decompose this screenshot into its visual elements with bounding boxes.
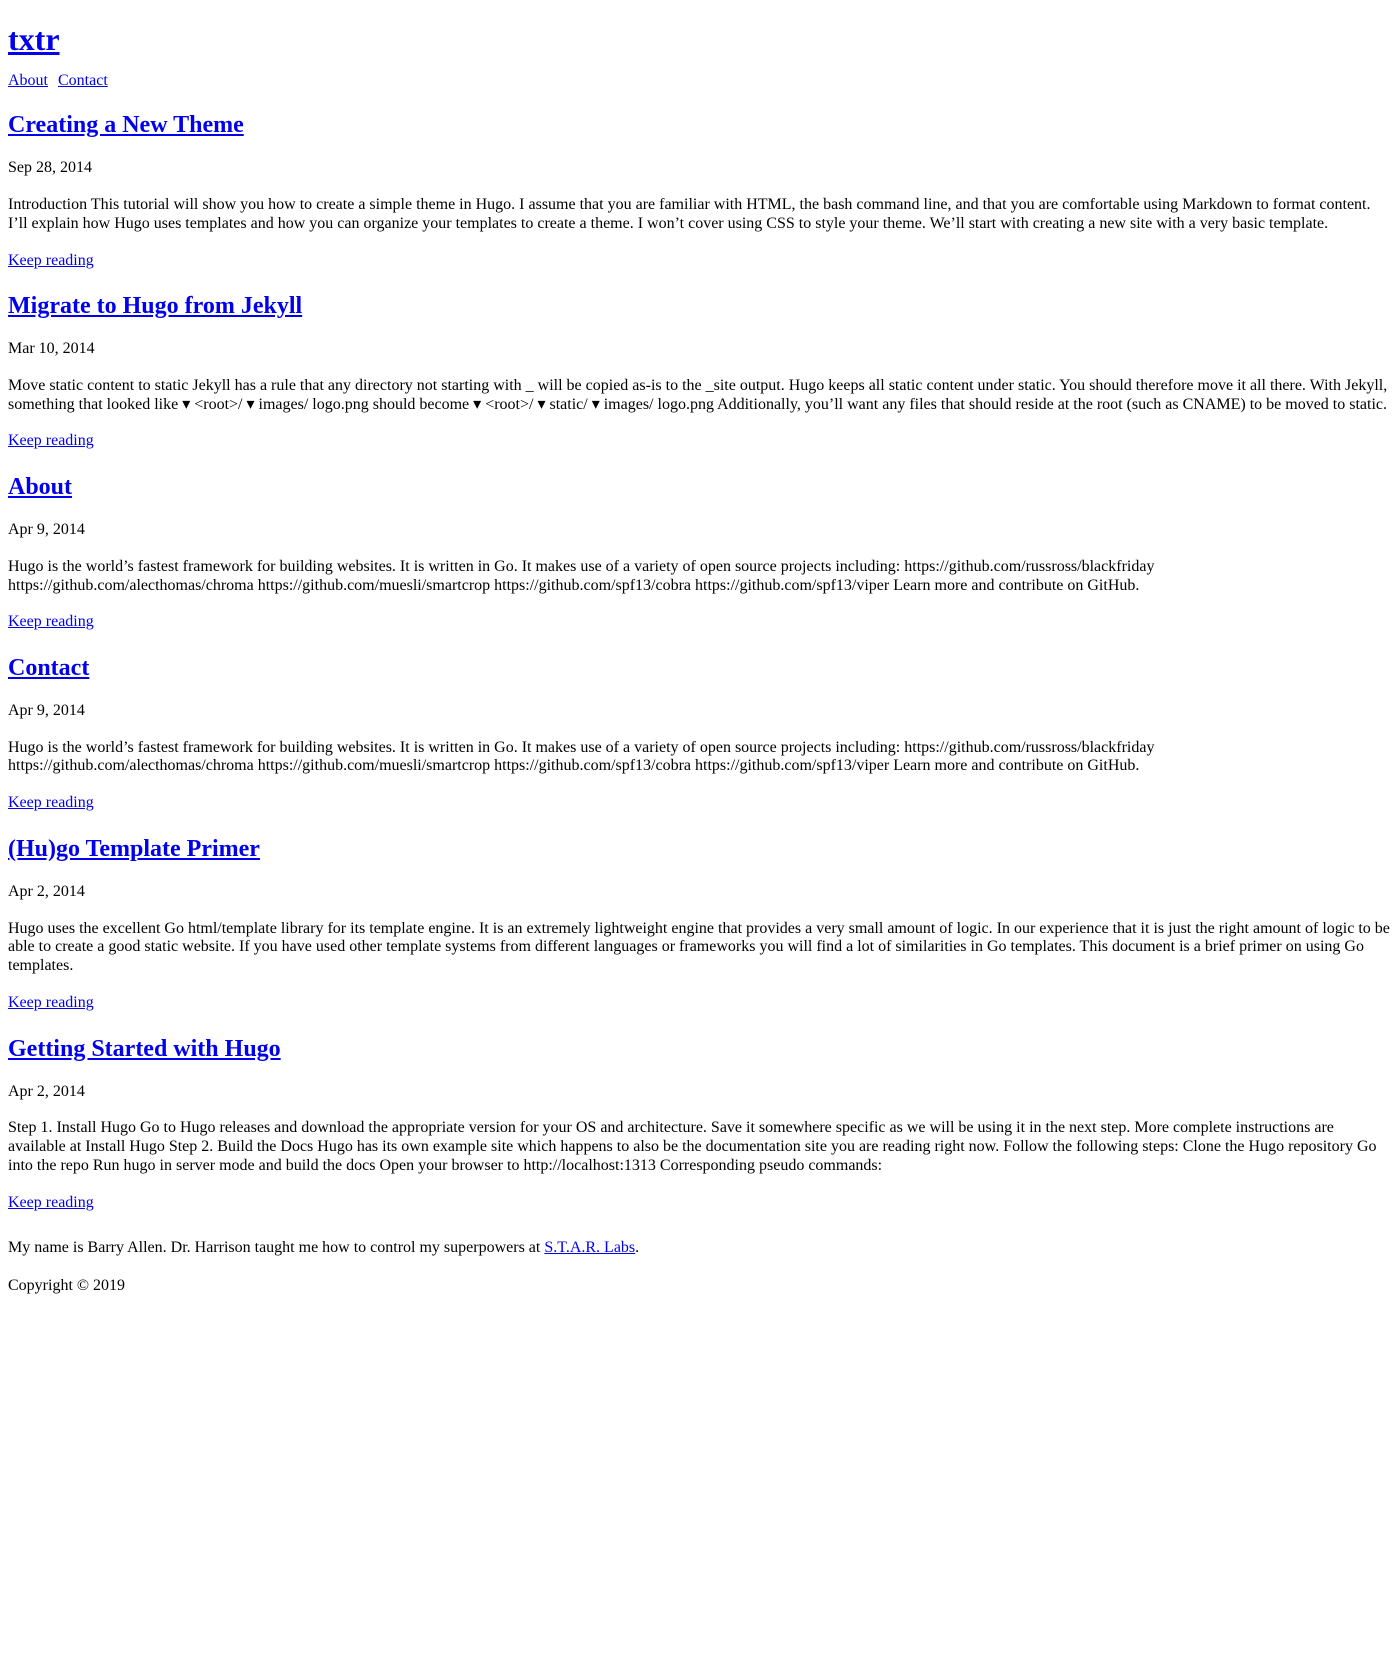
post-summary: Step 1. Install Hugo Go to Hugo releases and download the appropriate version for your OS and architecture. Save it somewhere specific as we will be using it in the next step. More complete instructions are available at Install Hugo Step 2. Build the Docs Hugo has its own example site which happens to also be the documentation site you are reading right now. Follow the following steps: Clone the Hugo repository Go into the repo Run hugo in server mode and build the docs Open your browser to http://localhost:1313 Corresponding pseudo commands: xyxy=(8,1119,1377,1175)
site-title xyxy=(8,22,1392,57)
footer-bio-before: My name is Barry Allen. Dr. Harrison taught me how to control my superpowers at xyxy=(8,1238,545,1256)
post-title xyxy=(8,112,1392,140)
post-date: Mar 10, 2014 xyxy=(8,339,95,357)
keep-reading xyxy=(8,993,1392,1014)
post-item xyxy=(8,112,1392,271)
keep-reading-link[interactable]: Keep reading xyxy=(8,1193,94,1211)
post-summary: Introduction This tutorial will show you how to create a simple theme in Hugo. I assume that you are familiar with HTML, the bash command line, and that you are comfortable using Markdown to format content. I’ll explain how Hugo uses templates and how you can organize your templates to create a theme. I won’t cover using CSS to style your theme. We’ll start with creating a new site with a very basic template. xyxy=(8,195,1371,232)
keep-reading xyxy=(8,793,1392,814)
post-title-link[interactable]: About xyxy=(8,474,73,501)
post-title-link[interactable]: Migrate to Hugo from Jekyll xyxy=(8,293,303,320)
post-item xyxy=(8,836,1392,1014)
post-item xyxy=(8,474,1392,633)
keep-reading-link[interactable]: Keep reading xyxy=(8,613,94,631)
post-title-link[interactable]: (Hu)go Template Primer xyxy=(8,836,260,863)
post-summary: Hugo uses the excellent Go html/template library for its template engine. It is an extremely lightweight engine that provides a very small amount of logic. In our experience that it is just the right amount of logic to be able to create a good static website. If you have used other template systems from different languages or frameworks you will find a lot of similarities in Go templates. This document is a brief primer on using Go templates. xyxy=(8,919,1390,975)
main-nav xyxy=(8,71,1392,90)
nav-item-about[interactable]: About xyxy=(8,72,48,90)
keep-reading-link[interactable]: Keep reading xyxy=(8,994,94,1012)
post-summary: Move static content to static Jekyll has a rule that any directory not starting with _ will be copied as-is to the _site output. Hugo keeps all static content under static. You should therefore move it all there. With Jekyll, something that looked like ▾ <root>/ ▾ images/ logo.png should become ▾ <root>/ ▾ static/ ▾ images/ logo.png Additionally, you’ll want any files that should reside at the root (such as CNAME) to be moved to static. xyxy=(8,376,1388,413)
post-title xyxy=(8,474,1392,502)
post-item xyxy=(8,655,1392,814)
post-date: Apr 2, 2014 xyxy=(8,1082,85,1100)
keep-reading xyxy=(8,1193,1392,1214)
footer-bio-after: . xyxy=(635,1238,640,1256)
footer-bio xyxy=(8,1238,1392,1259)
post-date: Apr 2, 2014 xyxy=(8,882,85,900)
post-title-link[interactable]: Creating a New Theme xyxy=(8,112,244,139)
post-date: Apr 9, 2014 xyxy=(8,520,85,538)
keep-reading xyxy=(8,431,1392,452)
post-title xyxy=(8,293,1392,321)
post-date: Apr 9, 2014 xyxy=(8,701,85,719)
post-summary: Hugo is the world’s fastest framework for building websites. It is written in Go. It makes use of a variety of open source projects including: https://github.com/russross/blackfriday https://github.com/alecthomas/chroma https://github.com/muesli/smartcrop https://github.com/spf13/cobra https://github.com/spf13/viper Learn more and contribute on GitHub. xyxy=(8,738,1155,775)
post-date: Sep 28, 2014 xyxy=(8,158,92,176)
post-summary: Hugo is the world’s fastest framework for building websites. It is written in Go. It makes use of a variety of open source projects including: https://github.com/russross/blackfriday https://github.com/alecthomas/chroma https://github.com/muesli/smartcrop https://github.com/spf13/cobra https://github.com/spf13/viper Learn more and contribute on GitHub. xyxy=(8,557,1155,594)
keep-reading-link[interactable]: Keep reading xyxy=(8,794,94,812)
footer-copyright: Copyright © 2019 xyxy=(8,1276,126,1294)
site-title-link[interactable]: txtr xyxy=(8,21,60,57)
post-item xyxy=(8,293,1392,452)
footer-bio-link[interactable]: S.T.A.R. Labs xyxy=(544,1238,636,1256)
post-item xyxy=(8,1036,1392,1214)
post-title xyxy=(8,836,1392,864)
post-title xyxy=(8,655,1392,683)
keep-reading-link[interactable]: Keep reading xyxy=(8,251,94,269)
keep-reading xyxy=(8,251,1392,272)
keep-reading xyxy=(8,612,1392,633)
keep-reading-link[interactable]: Keep reading xyxy=(8,432,94,450)
site-footer xyxy=(8,1238,1392,1297)
post-title xyxy=(8,1036,1392,1064)
post-title-link[interactable]: Contact xyxy=(8,655,90,682)
nav-item-contact[interactable]: Contact xyxy=(58,72,108,90)
post-title-link[interactable]: Getting Started with Hugo xyxy=(8,1035,281,1062)
